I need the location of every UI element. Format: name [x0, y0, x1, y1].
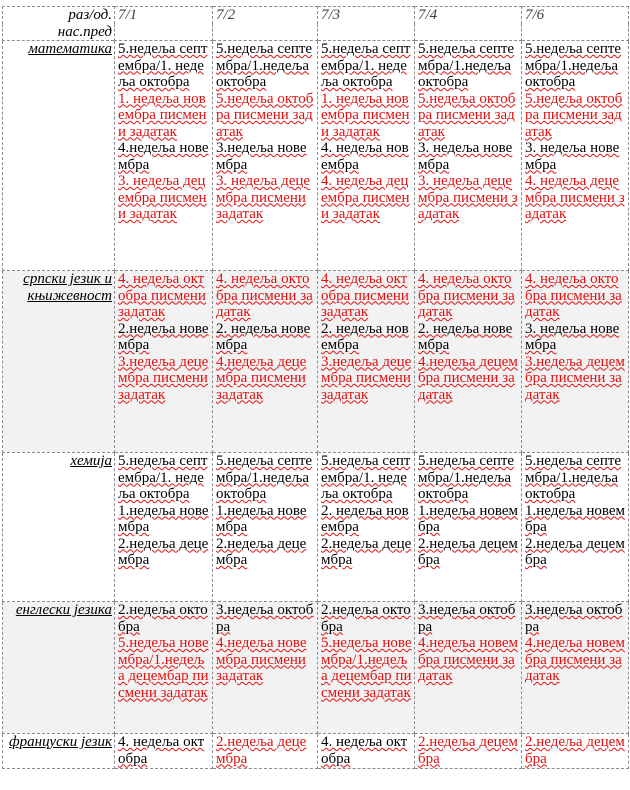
- written-test-entry: 5.недеља новембра/1.недеља децембар писмени задатак: [321, 635, 412, 701]
- corner-top-label: раз/од.: [3, 7, 115, 24]
- written-test-entry: 4. недеља октобра писмени задатак: [321, 271, 409, 320]
- test-entry: 1.недеља новембра: [525, 502, 626, 535]
- schedule-cell: [318, 453, 415, 602]
- test-entry: 2.недеља децембра: [118, 535, 209, 568]
- subject-row: [3, 41, 629, 271]
- subject-label: [3, 41, 115, 271]
- written-test-entry: 5.недеља октобра писмени задатак: [418, 90, 516, 140]
- subject-name: хемија: [70, 453, 112, 469]
- test-entry: 2. недеља новембра: [321, 320, 409, 353]
- subject-label: [3, 453, 115, 602]
- schedule-cell: [522, 734, 629, 769]
- test-entry: 3. недеља новембра: [525, 140, 620, 173]
- written-test-entry: 4. недеља октобра писмени задатак: [418, 271, 515, 320]
- written-test-entry: 4. недеља децембра писмени задатак: [525, 173, 625, 222]
- written-test-entry: 3.недеља децембра писмени задатак: [525, 353, 625, 403]
- written-test-entry: 3. недеља децембра писмени задатак: [216, 173, 311, 222]
- test-entry: 3. недеља новембра: [525, 320, 620, 353]
- test-entry: 2. недеља новембра: [418, 320, 513, 353]
- written-test-entry: 4. недеља октобра писмени задатак: [216, 271, 313, 320]
- test-entry: 2.недеља децембра: [525, 535, 625, 568]
- written-test-entry: 3.недеља децембра писмени задатак: [321, 353, 412, 403]
- subject-name: француски језик: [9, 734, 112, 750]
- written-test-entry: 1. недеља новембра писмени задатак: [118, 90, 207, 140]
- test-entry: 5.недеља септембра/1. недеља октобра: [118, 453, 208, 502]
- written-test-entry: 2.недеља децембра: [418, 734, 518, 767]
- schedule-cell: [522, 602, 629, 734]
- schedule-cell: [318, 734, 415, 769]
- written-test-entry: 2.недеља децембра: [525, 734, 625, 767]
- subject-label: [3, 271, 115, 453]
- written-test-entry: 5.недеља октобра писмени задатак: [216, 90, 314, 140]
- written-test-entry: 4.недеља новембра писмени задатак: [418, 635, 519, 684]
- schedule-cell: [213, 602, 318, 734]
- subject-name: математика: [28, 41, 112, 57]
- written-test-entry: 2.недеља децембра: [216, 734, 307, 767]
- test-entry: 5.недеља септембра/1.недеља октобра: [418, 41, 515, 90]
- test-entry: 1.недеља новембра: [418, 502, 519, 535]
- corner-bottom-label: нас.пред: [3, 24, 115, 41]
- test-entry: 3. недеља новембра: [418, 140, 513, 173]
- schedule-cell: [115, 271, 213, 453]
- test-entry: 4.недеља новембра: [118, 140, 209, 173]
- schedule-cell: [522, 271, 629, 453]
- schedule-cell: [415, 41, 522, 271]
- written-test-entry: 5.недеља новембра/1.недеља децембар писмени задатак: [118, 635, 209, 701]
- schedule-cell: [415, 734, 522, 769]
- schedule-cell: [213, 41, 318, 271]
- schedule-cell: [213, 734, 318, 769]
- schedule-cell: [415, 602, 522, 734]
- test-entry: 5.недеља септембра/1.недеља октобра: [216, 453, 313, 502]
- test-entry: 1.недеља новембра: [216, 502, 307, 535]
- class-header-7-4: 7/4: [415, 7, 522, 41]
- test-entry: 2.недеља октобра: [118, 602, 208, 635]
- class-header-7-2: 7/2: [213, 7, 318, 41]
- test-entry: 3.недеља октобра: [418, 602, 516, 635]
- test-entry: 5.недеља септембра/1. недеља октобра: [118, 41, 208, 90]
- test-entry: 2.недеља децембра: [418, 535, 518, 568]
- written-test-entry: 4.недеља децембра писмени задатак: [216, 353, 307, 403]
- test-entry: 5.недеља септембра/1.недеља октобра: [216, 41, 313, 90]
- written-test-entry: 4. недеља октобра писмени задатак: [118, 271, 206, 320]
- subject-row: [3, 453, 629, 602]
- test-entry: 2. недеља новембра: [321, 502, 409, 535]
- test-entry: 5.недеља септембра/1. недеља октобра: [321, 453, 411, 502]
- test-entry: 2.недеља октобра: [321, 602, 411, 635]
- schedule-cell: [213, 271, 318, 453]
- schedule-cell: [415, 271, 522, 453]
- subject-label: [3, 602, 115, 734]
- test-schedule-table: [2, 6, 629, 769]
- class-header-7-3: 7/3: [318, 7, 415, 41]
- written-test-entry: 4. недеља октобра писмени задатак: [525, 271, 622, 320]
- schedule-cell: [522, 453, 629, 602]
- written-test-entry: 3. недеља децембра писмени задатак: [418, 173, 518, 222]
- written-test-entry: 4.недеља новембра писмени задатак: [525, 635, 626, 684]
- test-entry: 3.недеља октобра: [216, 602, 314, 635]
- class-header-7-1: 7/1: [115, 7, 213, 41]
- test-entry: 4. недеља октобра: [118, 734, 205, 767]
- schedule-cell: [415, 453, 522, 602]
- written-test-entry: 3. недеља децембра писмени задатак: [118, 173, 207, 222]
- test-entry: 5.недеља септембра/1.недеља октобра: [525, 41, 622, 90]
- written-test-entry: 5.недеља октобра писмени задатак: [525, 90, 623, 140]
- written-test-entry: 1. недеља новембра писмени задатак: [321, 90, 410, 140]
- written-test-entry: 4.недеља новембра писмени задатак: [216, 635, 307, 684]
- test-entry: 2.недеља децембра: [216, 535, 307, 568]
- schedule-cell: [115, 734, 213, 769]
- subject-row: [3, 734, 629, 769]
- written-test-entry: 4. недеља децембра писмени задатак: [321, 173, 410, 222]
- schedule-cell: [318, 602, 415, 734]
- test-entry: 2.недеља децембра: [321, 535, 412, 568]
- schedule-cell: [318, 41, 415, 271]
- test-entry: 3.недеља октобра: [525, 602, 623, 635]
- schedule-cell: [115, 41, 213, 271]
- class-header-7-6: 7/6: [522, 7, 629, 41]
- test-entry: 4. недеља октобра: [321, 734, 408, 767]
- subject-row: [3, 602, 629, 734]
- header-row: [3, 7, 629, 24]
- test-entry: 2. недеља новембра: [216, 320, 311, 353]
- test-entry: 2.недеља новембра: [118, 320, 209, 353]
- schedule-cell: [318, 271, 415, 453]
- schedule-cell: [522, 41, 629, 271]
- schedule-body: [3, 7, 629, 769]
- test-entry: 5.недеља септембра/1.недеља октобра: [418, 453, 515, 502]
- schedule-cell: [115, 453, 213, 602]
- test-entry: 4. недеља новембра: [321, 140, 409, 173]
- written-test-entry: 4.недеља децембра писмени задатак: [418, 353, 518, 403]
- subject-name: енглески језика: [15, 602, 112, 618]
- schedule-cell: [213, 453, 318, 602]
- test-entry: 5.недеља септембра/1.недеља октобра: [525, 453, 622, 502]
- subject-label: [3, 734, 115, 769]
- subject-name: српски језик и књижевност: [23, 271, 112, 304]
- test-entry: 5.недеља септембра/1. недеља октобра: [321, 41, 411, 90]
- test-entry: 3.недеља новембра: [216, 140, 307, 173]
- schedule-cell: [115, 602, 213, 734]
- written-test-entry: 3.недеља децембра писмени задатак: [118, 353, 209, 403]
- test-entry: 1.недеља новембра: [118, 502, 209, 535]
- subject-row: [3, 271, 629, 453]
